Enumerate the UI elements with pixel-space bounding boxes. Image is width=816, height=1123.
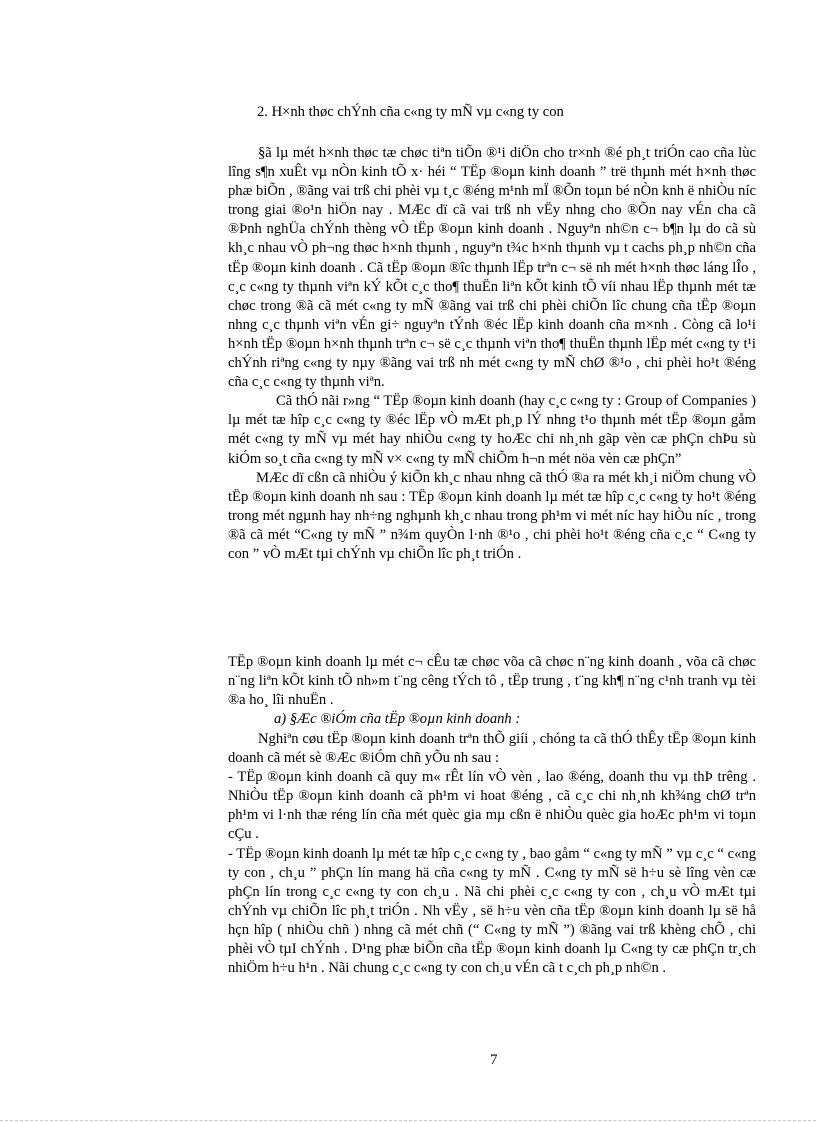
section-heading: 2. H×nh thøc chÝnh cña c«ng ty mÑ vµ c«ng ty con xyxy=(257,104,564,120)
paragraph: Nghiªn cøu tËp ®oµn kinh doanh trªn thÕ giíi , chóng ta cã thÓ thÊy tËp ®oµn kinh doanh cã mét sè ®Æc ®iÓm chñ yÕu nh sau : xyxy=(228,731,756,767)
paragraph: §ã lµ mét h×nh thøc tæ chøc tiªn tiÕn ®¹i diÖn cho tr×nh ®é ph¸t triÓn cao cña lùc lîng s¶n xuÊt vµ nÒn kinh tÕ x· héi “ TËp ®oµn kinh doanh ” trë thµnh mét h×nh thøc phæ biÕn , ®ãng vai trß chi phèi vµ t¸c ®éng m¹nh mÏ ®Õn toµn bé nÒn knh ë nhiÒu níc trong giai ®o¹n hiÖn nay . MÆc dï cã vai trß nh vËy nhng cho ®Õn nay vÉn cha cã ®Þnh nghÜa chÝnh thèng vÒ tËp ®oµn kinh doanh . Nguyªn nh©n c¬ b¶n lµ do cã sù kh¸c nhau vÒ ph¬ng thøc h×nh thµnh , nguyªn t¾c h×nh thµnh vµ t cachs ph¸p nh©n cña tËp ®oµn kinh doanh . Cã tËp ®oµn ®îc thµnh lËp trªn c¬ së nh mét h×nh thøc láng lÎo , c¸c c«ng ty thµnh viªn kÝ kÕt c¸c tho¶ thuËn liªn kÕt kinh tÕ víi nhau lËp thµnh mét tæ chøc trong ®ã cã mét c«ng ty mÑ ®ãng vai trß chi phèi chiÕn lîc chung cña tËp ®oµn nhng c¸c thµnh viªn vÉn gi÷ nguyªn tÝnh ®éc lËp kinh doanh cña m×nh . Còng cã lo¹i h×nh tËp ®oµn h×nh thµnh trªn c¬ së c¸c thµnh viªn tho¶ thuËn thµnh lËp mét c«ng ty t¹i chÝnh riªng c«ng ty nµy ®ãng vai trß nh mét c«ng ty mÑ chØ ®¹o , chi phèi ho¹t ®éng cña c¸c c«ng ty thµnh viªn. xyxy=(228,145,756,391)
body-text-block-2 xyxy=(228,653,756,710)
body-text-block-1 xyxy=(228,144,756,564)
list-item: - TËp ®oµn kinh doanh cã quy m« rÊt lín vÒ vèn , lao ®éng, doanh thu vµ thÞ trêng . NhiÒu tËp ®oµn kinh doanh cã ph¹m vi hoat ®éng , cã c¸c chi nh¸nh kh¾ng chØ trªn ph¹m vi l·nh thæ réng lín cña mét quèc gia mµ cßn ë nhiÒu quèc gia hoÆc ph¹m vi toµn cÇu . xyxy=(228,769,756,843)
body-text-block-3 xyxy=(228,730,756,978)
paragraph: Cã thÓ nãi r»ng “ TËp ®oµn kinh doanh (hay c¸c c«ng ty : Group of Companies ) lµ mét tæ hîp c¸c c«ng ty ®éc lËp vÒ mÆt ph¸p lÝ nhng t¹o thµnh mét tËp ®oµn gåm mét c«ng ty mÑ vµ mét hay nhiÒu c«ng ty hoÆc chi nh¸nh gãp vèn cæ phÇn chÞu sù kiÓm so¸t cña c«ng ty mÑ v× c«ng ty mÑ chiÕm h¬n mét nöa vèn cæ phÇn” xyxy=(228,393,756,467)
subsection-heading: a) §Æc ®iÓm cña tËp ®oµn kinh doanh : xyxy=(274,711,521,727)
page-number: 7 xyxy=(490,1052,498,1068)
paragraph: MÆc dï cßn cã nhiÒu ý kiÕn kh¸c nhau nhng cã thÓ ®a ra mét kh¸i niÖm chung vÒ tËp ®oµn kinh doanh nh sau : TËp ®oµn kinh doanh lµ mét tæ hîp c¸c c«ng ty ho¹t ®éng trong mét ngµnh hay nh÷ng nghµnh kh¸c nhau trong ph¹m vi mét níc hay hiÒu níc , trong ®ã cã mét “C«ng ty mÑ ” n¾m quyÒn l·nh ®¹o , chi phèi ho¹t ®éng cña c¸c “ C«ng ty con ” vÒ mÆt tµi chÝnh vµ chiÕn lîc ph¸t triÓn . xyxy=(228,469,756,562)
list-item: - TËp ®oµn kinh doanh lµ mét tæ hîp c¸c c«ng ty , bao gåm “ c«ng ty mÑ ” vµ c¸c “ c«ng ty con , ch¸u ” phÇn lín mang hä cña c«ng ty mÑ . C«ng ty mÑ së h÷u sè lîng vèn cæ phÇn lín trong c¸c c«ng ty con ch¸u . Nã chi phèi c¸c c«ng ty con , ch¸u vÒ mÆt tµi chÝnh vµ chiÕn lîc ph¸t triÓn . Nh vËy , së h÷u vèn cña tËp ®oµn kinh doanh lµ së hå hçn hîp ( nhiÒu chñ ) nhng cã mét chñ (“ C«ng ty mÑ ”) ®ãng vai trß khèng chÕ , chi phèi vÒ tµI chÝnh . D¹ng phæ biÕn cña tËp ®oµn kinh doanh lµ C«ng ty cæ phÇn tr¸ch nhiÖm h÷u h¹n . Nãi chung c¸c c«ng ty con ch¸u vÉn cã t c¸ch ph¸p nh©n . xyxy=(228,845,756,977)
page-bottom-border xyxy=(0,1120,816,1121)
paragraph: TËp ®oµn kinh doanh lµ mét c¬ cÊu tæ chøc võa cã chøc n¨ng kinh doanh , võa cã chøc n¨ng liªn kÕt kinh tÕ nh»m t¨ng cêng tÝch tô , tËp trung , t¨ng kh¶ n¨ng c¹nh tranh vµ tèi ®a ho¸ lîi nhuËn . xyxy=(228,654,756,709)
